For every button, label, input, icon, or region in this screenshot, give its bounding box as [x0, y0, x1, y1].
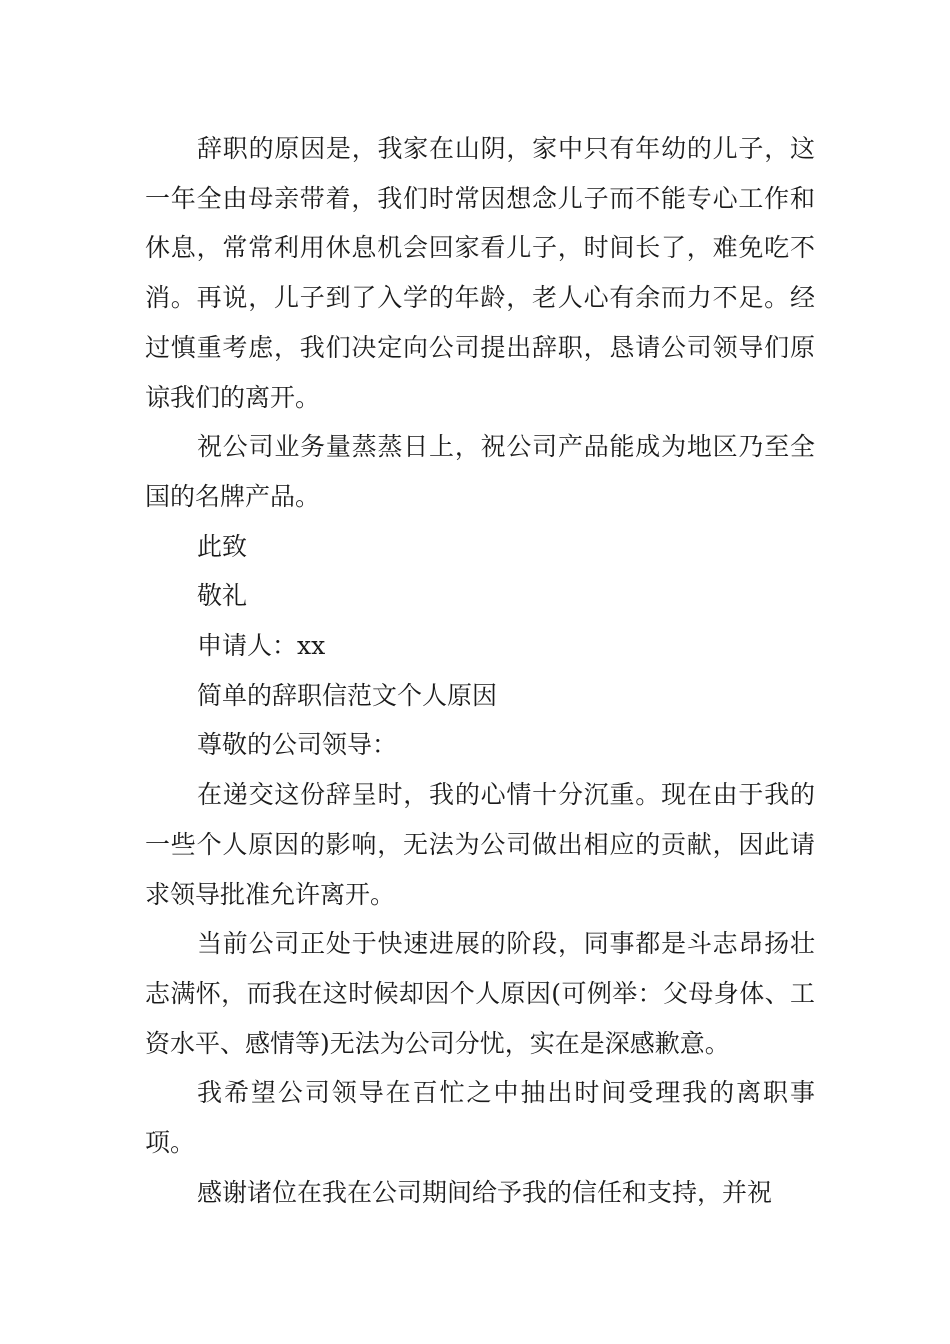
- paragraph-submission: 在递交这份辞呈时，我的心情十分沉重。现在由于我的一些个人原因的影响，无法为公司做出相应的贡献，因此请求领导批准允许离开。: [145, 780, 815, 909]
- paragraph-company-wishes: 祝公司业务量蒸蒸日上，祝公司产品能成为地区乃至全国的名牌产品。: [145, 432, 815, 511]
- letter-body: [145, 124, 815, 1217]
- paragraph-resignation-reason: 辞职的原因是，我家在山阴，家中只有年幼的儿子，这一年全由母亲带着，我们时常因想念儿子而不能专心工作和休息，常常利用休息机会回家看儿子，时间长了，难免吃不消。再说，儿子到了入学的年龄，老人心有余而力不足。经过慎重考虑，我们决定向公司提出辞职，恳请公司领导们原谅我们的离开。: [145, 134, 815, 412]
- closing-jingli: 敬礼: [197, 581, 248, 611]
- paragraph-company-stage: 当前公司正处于快速进展的阶段，同事都是斗志昂扬壮志满怀，而我在这时候却因个人原因(可例举：父母身体、工资水平、感情等)无法为公司分忧，实在是深感歉意。: [145, 929, 815, 1058]
- section-title: 简单的辞职信范文个人原因: [197, 680, 498, 710]
- salutation: 尊敬的公司领导：: [197, 730, 398, 760]
- paragraph-request: 我希望公司领导在百忙之中抽出时间受理我的离职事项。: [145, 1078, 815, 1158]
- closing-cizhi: 此致: [197, 531, 248, 561]
- applicant-signature: 申请人：xx: [197, 631, 326, 661]
- paragraph-thanks: 感谢诸位在我在公司期间给予我的信任和支持，并祝: [197, 1177, 773, 1207]
